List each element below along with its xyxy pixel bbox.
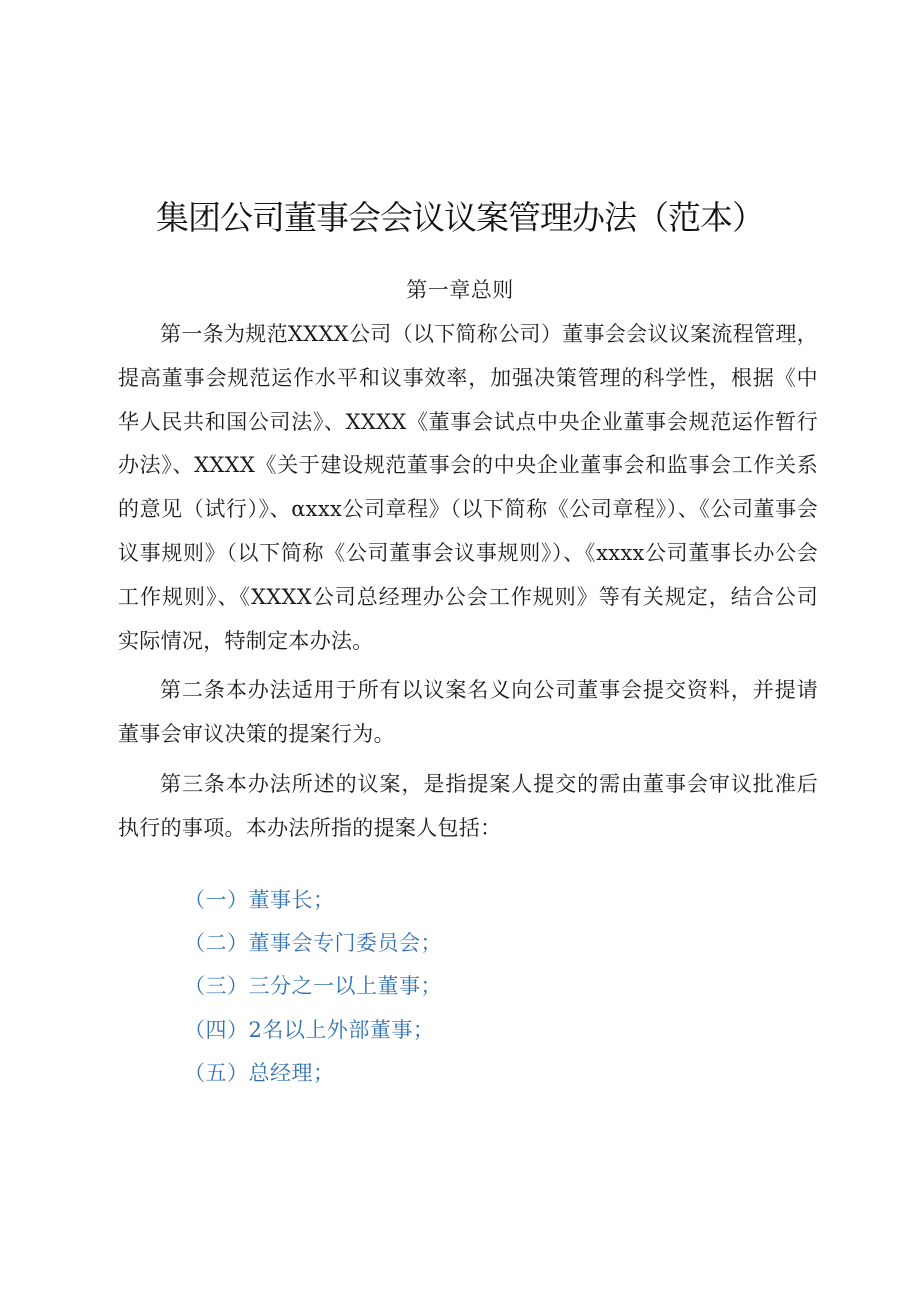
proposer-item-committees: （二）董事会专门委员会；	[184, 931, 442, 956]
proposer-item-one-third-directors: （三）三分之一以上董事；	[184, 974, 442, 999]
article-1: 第一条为规范XXXX公司（以下简称公司）董事会会议议案流程管理，提高董事会规范运作水平和议事效率，加强决策管理的科学性，根据《中华人民共和国公司法》、XXXX《董事会试点中央企业董事会规范运作暂行办法》、XXXX《关于建设规范董事会的中央企业董事会和监事会工作关系的意见（试行）》、αxxx公司章程》（以下简称《公司章程》）、《公司董事会议事规则》（以下简称《公司董事会议事规则》）、《xxxx公司董事长办公会工作规则》、《XXXX公司总经理办公会工作规则》等有关规定，结合公司实际情况，特制定本办法。	[118, 322, 818, 653]
chapter-heading: 第一章总则	[406, 278, 514, 302]
article-3: 第三条本办法所述的议案，是指提案人提交的需由董事会审议批准后执行的事项。本办法所指的提案人包括：	[118, 771, 818, 840]
document-body	[118, 313, 818, 851]
article-2: 第二条本办法适用于所有以议案名义向公司董事会提交资料，并提请董事会审议决策的提案行为。	[118, 678, 818, 747]
document-title: 集团公司董事会会议议案管理办法（范本）	[156, 198, 764, 237]
proposer-list	[184, 879, 824, 1095]
proposer-item-chairman: （一）董事长；	[184, 888, 335, 912]
proposer-item-general-manager: （五）总经理；	[184, 1060, 335, 1085]
proposer-item-external-directors: （四）2名以上外部董事；	[184, 1017, 435, 1042]
